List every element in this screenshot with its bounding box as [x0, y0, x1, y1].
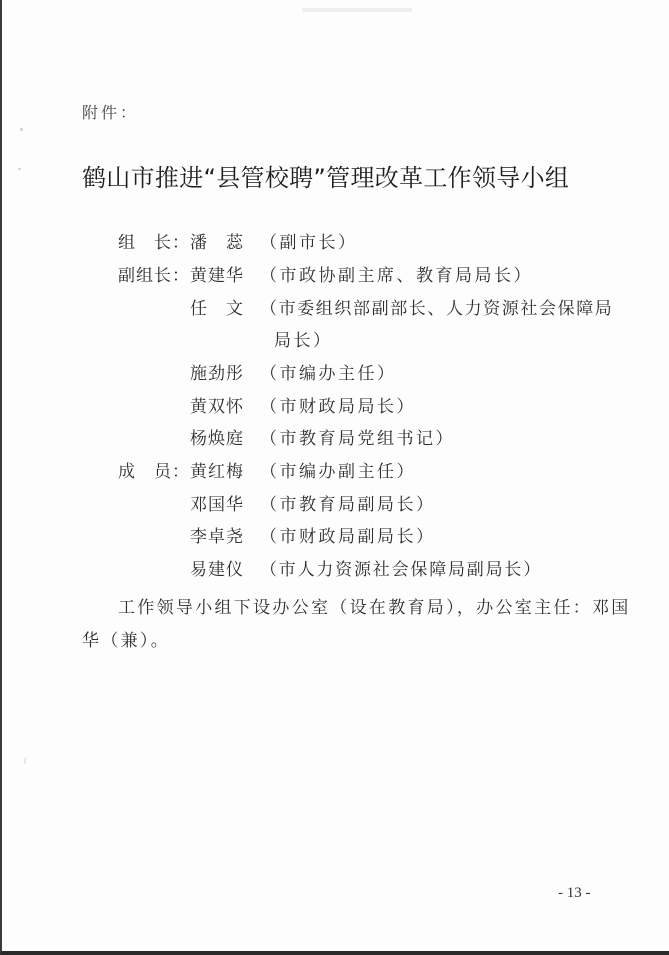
member-name: 黄红梅: [190, 462, 244, 482]
member-duty: （副市长）: [260, 233, 358, 253]
member-duty: 局长）: [274, 331, 333, 351]
office-note-line-1: 工作领导小组下设办公室（设在教育局），办公室主任：邓国: [118, 598, 631, 618]
member-name: 李卓尧: [190, 527, 244, 547]
member-row: [118, 397, 416, 417]
member-name: 黄双怀: [190, 397, 244, 417]
office-note-line-2: 华（兼）。: [82, 631, 170, 651]
member-row: [118, 364, 397, 384]
member-duty: （市委组织部副部长、人力资源社会保障局: [260, 299, 614, 319]
attachment-label: 附件：: [82, 103, 140, 122]
page-number: - 13 -: [558, 885, 591, 901]
member-name: 潘 蕊: [190, 233, 244, 253]
member-name: 施劲彤: [190, 364, 244, 384]
member-name: 任 文: [190, 299, 244, 319]
member-row: [118, 527, 436, 547]
scan-artifact: [20, 128, 23, 131]
member-duty: （市教育局副局长）: [260, 495, 436, 515]
member-role: 副组长：: [118, 266, 190, 286]
member-name: 杨焕庭: [190, 429, 244, 449]
member-name: 易建仪: [190, 560, 244, 580]
member-duty: （市人力资源社会保障局副局长）: [260, 560, 542, 580]
page-title: 鹤山市推进“县管校聘”管理改革工作领导小组: [82, 164, 570, 192]
member-row: [118, 233, 358, 253]
member-name: 黄建华: [190, 266, 244, 286]
member-role: 组 长：: [118, 233, 190, 253]
member-row: [118, 462, 416, 482]
member-row: [118, 495, 436, 515]
member-row: [118, 429, 455, 449]
member-row: [118, 266, 533, 286]
member-row: [118, 331, 333, 351]
member-duty: （市财政局副局长）: [260, 527, 436, 547]
member-name: 邓国华: [190, 495, 244, 515]
member-row: [118, 560, 542, 580]
scan-artifact: [302, 8, 412, 12]
scan-artifact: [18, 168, 21, 170]
member-duty: （市政协副主席、教育局局长）: [260, 266, 533, 286]
member-duty: （市编办主任）: [260, 364, 397, 384]
member-row: [118, 299, 613, 319]
member-role: 成 员：: [118, 462, 190, 482]
scan-artifact: [24, 758, 26, 764]
member-duty: （市编办副主任）: [260, 462, 416, 482]
member-duty: （市教育局党组书记）: [260, 429, 455, 449]
member-duty: （市财政局局长）: [260, 397, 416, 417]
